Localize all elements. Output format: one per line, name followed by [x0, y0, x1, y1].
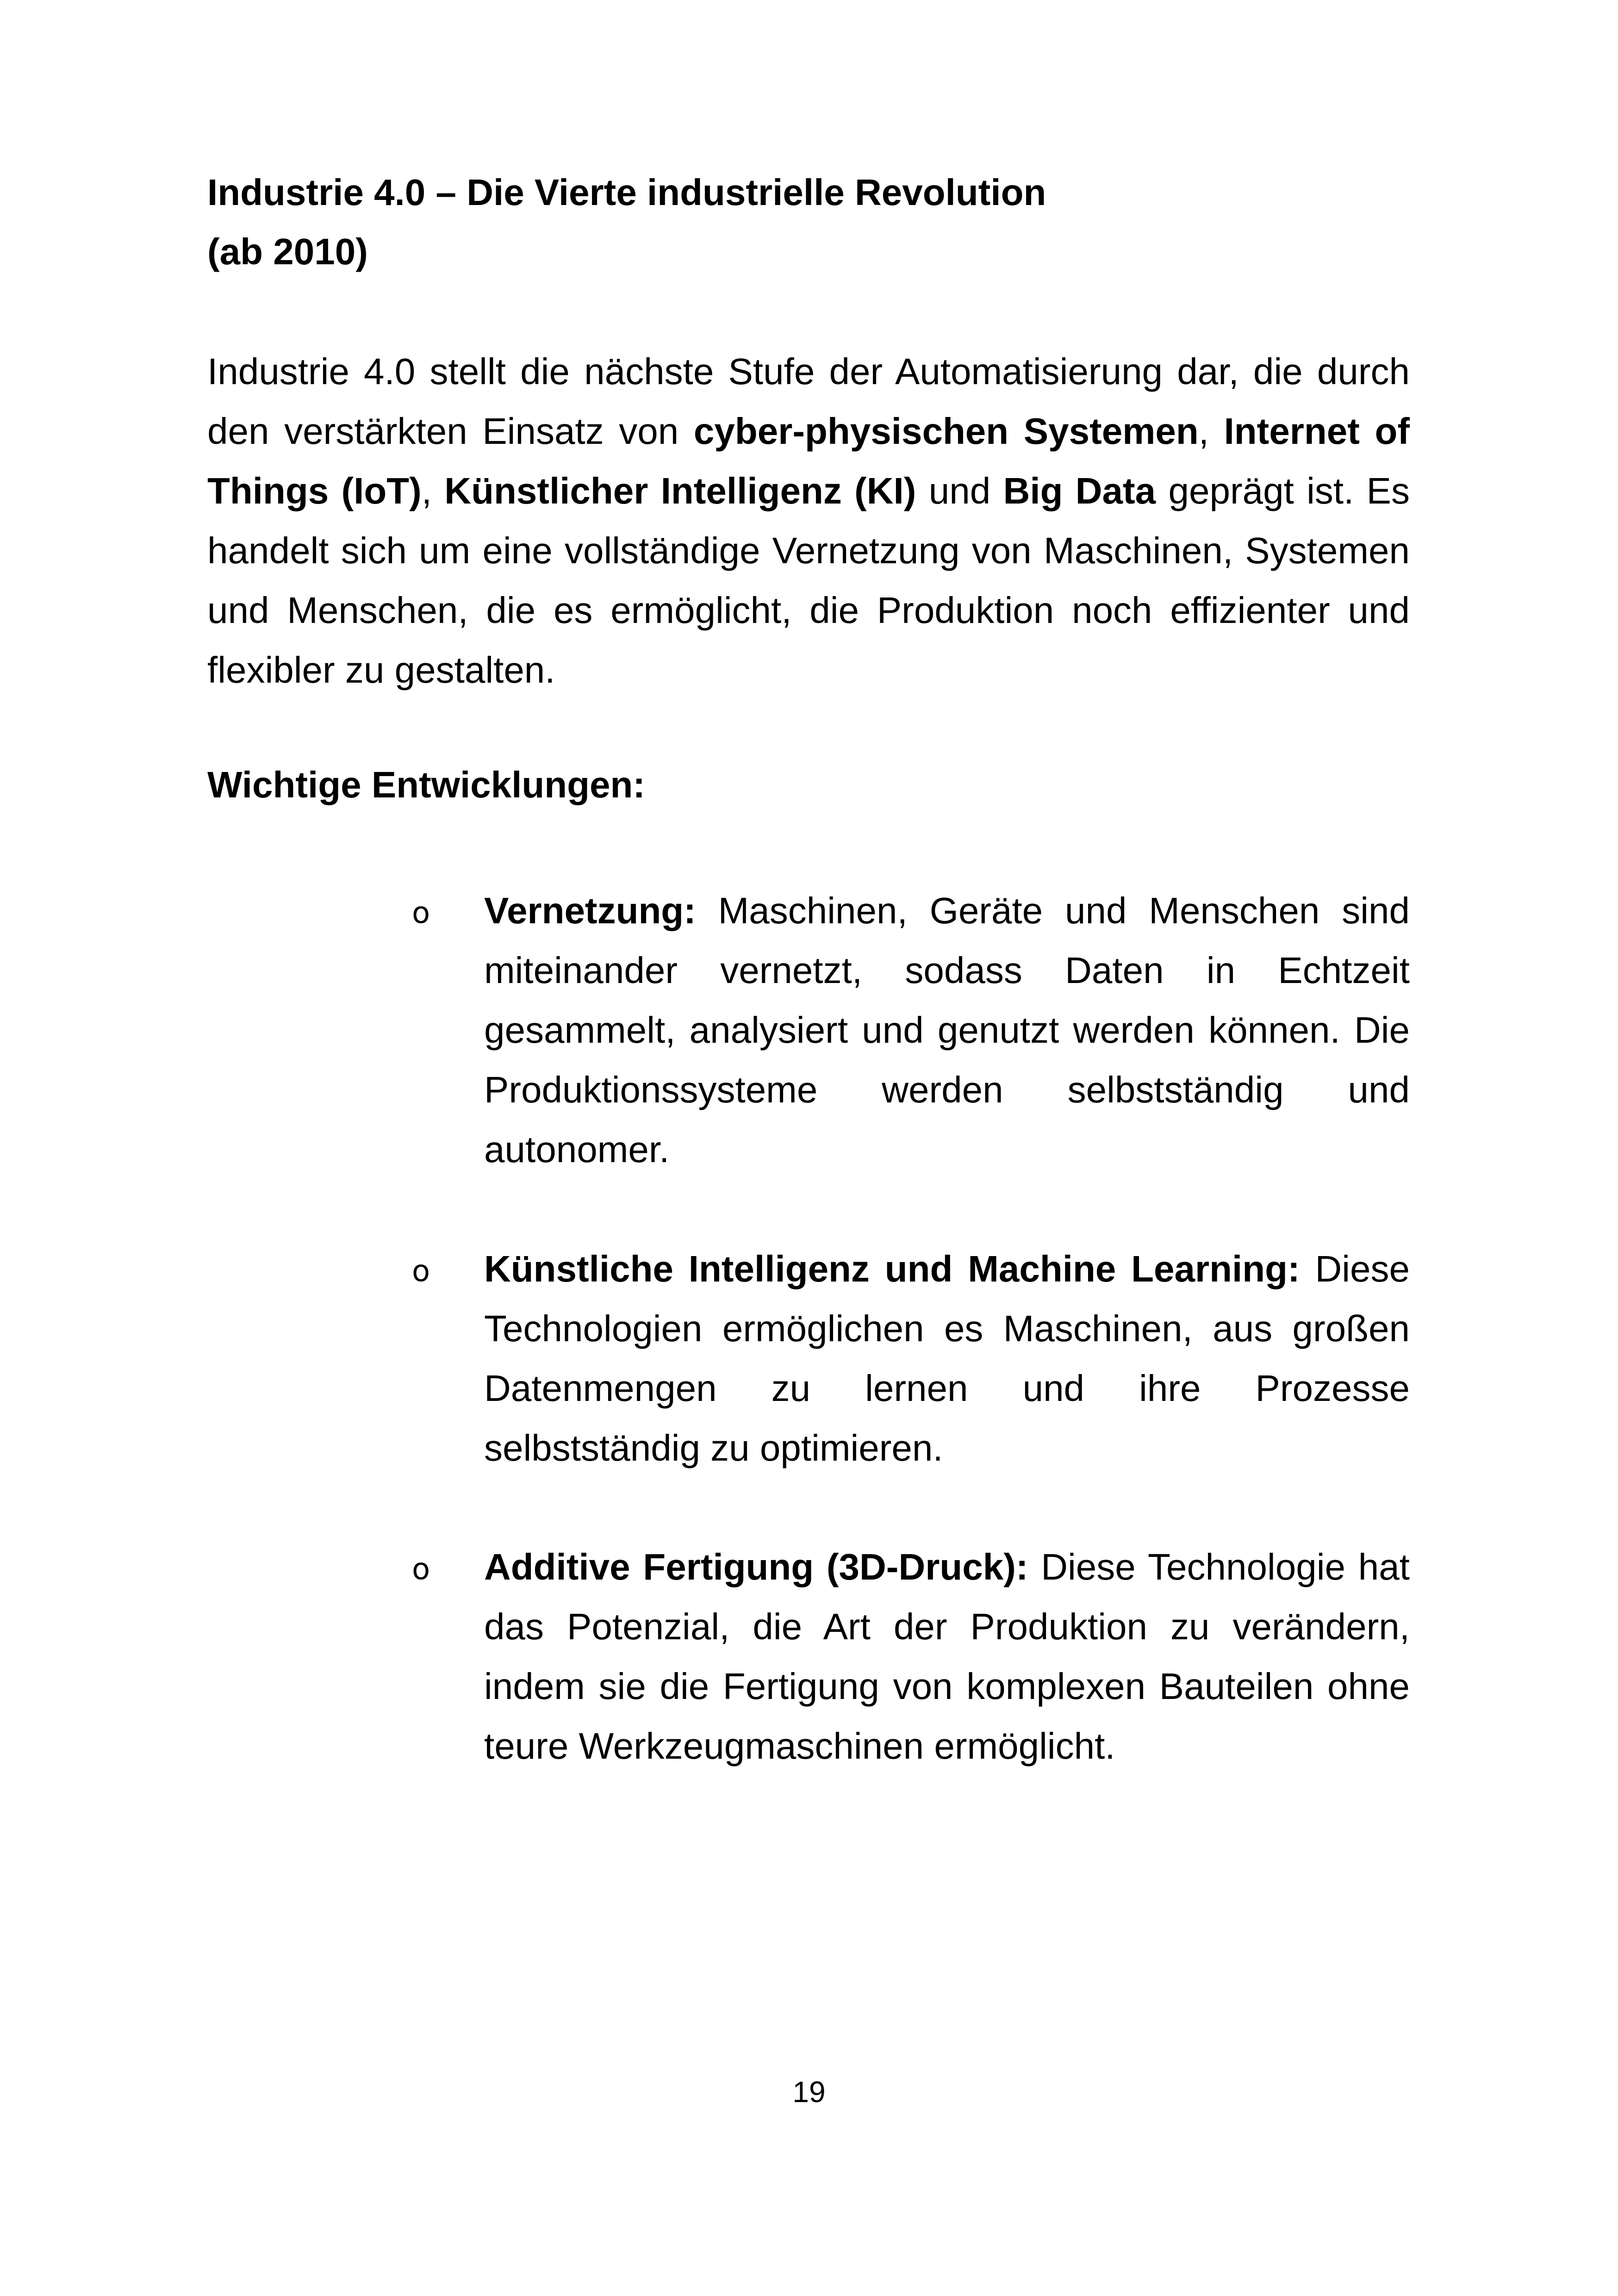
- list-item: [412, 881, 1410, 1179]
- intro-text-4: und: [916, 470, 1003, 511]
- list-item-text: [484, 881, 1410, 1179]
- title-line-1: Industrie 4.0 – Die Vierte industrielle Revolution: [207, 172, 1046, 213]
- intro-term-iot: Internet of Things (IoT): [207, 411, 1410, 511]
- intro-text-1: Industrie 4.0 stellt die nächste Stufe der Automatisierung dar, die durch den verstärkten Einsatz von: [207, 351, 1410, 452]
- developments-list: [412, 0, 1410, 2296]
- intro-term-big-data: Big Data: [1003, 470, 1156, 511]
- intro-text-5: geprägt ist. Es handelt sich um eine vollständige Vernetzung von Maschinen, Systemen und Menschen, die es ermöglicht, die Produktion noch effizienter und flexibler zu gestalten.: [207, 470, 1410, 691]
- list-item-body: Diese Technologien ermöglichen es Maschinen, aus großen Datenmengen zu lernen und ihre Prozesse selbstständig zu optimieren.: [484, 1248, 1410, 1468]
- bullet-circle-icon: o: [412, 896, 430, 930]
- intro-term-ki: Künstlicher Intelligenz (KI): [444, 470, 916, 511]
- bullet-circle-icon: o: [412, 1254, 430, 1288]
- title-line-2: (ab 2010): [207, 231, 368, 272]
- list-item-label: Künstliche Intelligenz und Machine Learning:: [484, 1248, 1300, 1289]
- list-item-label: Vernetzung:: [484, 890, 696, 931]
- list-item-body: Diese Technologie hat das Potenzial, die Art der Produktion zu verändern, indem sie die Fertigung von komplexen Bauteilen ohne teure Werkzeugmaschinen ermöglicht.: [484, 1546, 1410, 1767]
- list-item-body: Maschinen, Geräte und Menschen sind miteinander vernetzt, sodass Daten in Echtzeit gesammelt, analysiert und genutzt werden können. Die Produktionssysteme werden selbstständig und autonomer.: [484, 890, 1410, 1170]
- intro-text-3: ,: [421, 470, 445, 511]
- section-heading: Wichtige Entwicklungen:: [207, 764, 645, 805]
- list-item: [412, 1537, 1410, 1776]
- bullet-circle-icon: o: [412, 1552, 430, 1587]
- list-item-label: Additive Fertigung (3D-Druck):: [484, 1546, 1028, 1587]
- list-item-text: [484, 1239, 1410, 1478]
- page-number: 19: [792, 2075, 826, 2109]
- list-item: [412, 1239, 1410, 1478]
- intro-text-2: ,: [1198, 411, 1224, 452]
- intro-term-cps: cyber-physischen Systemen: [693, 411, 1199, 452]
- list-item-text: [484, 1537, 1410, 1776]
